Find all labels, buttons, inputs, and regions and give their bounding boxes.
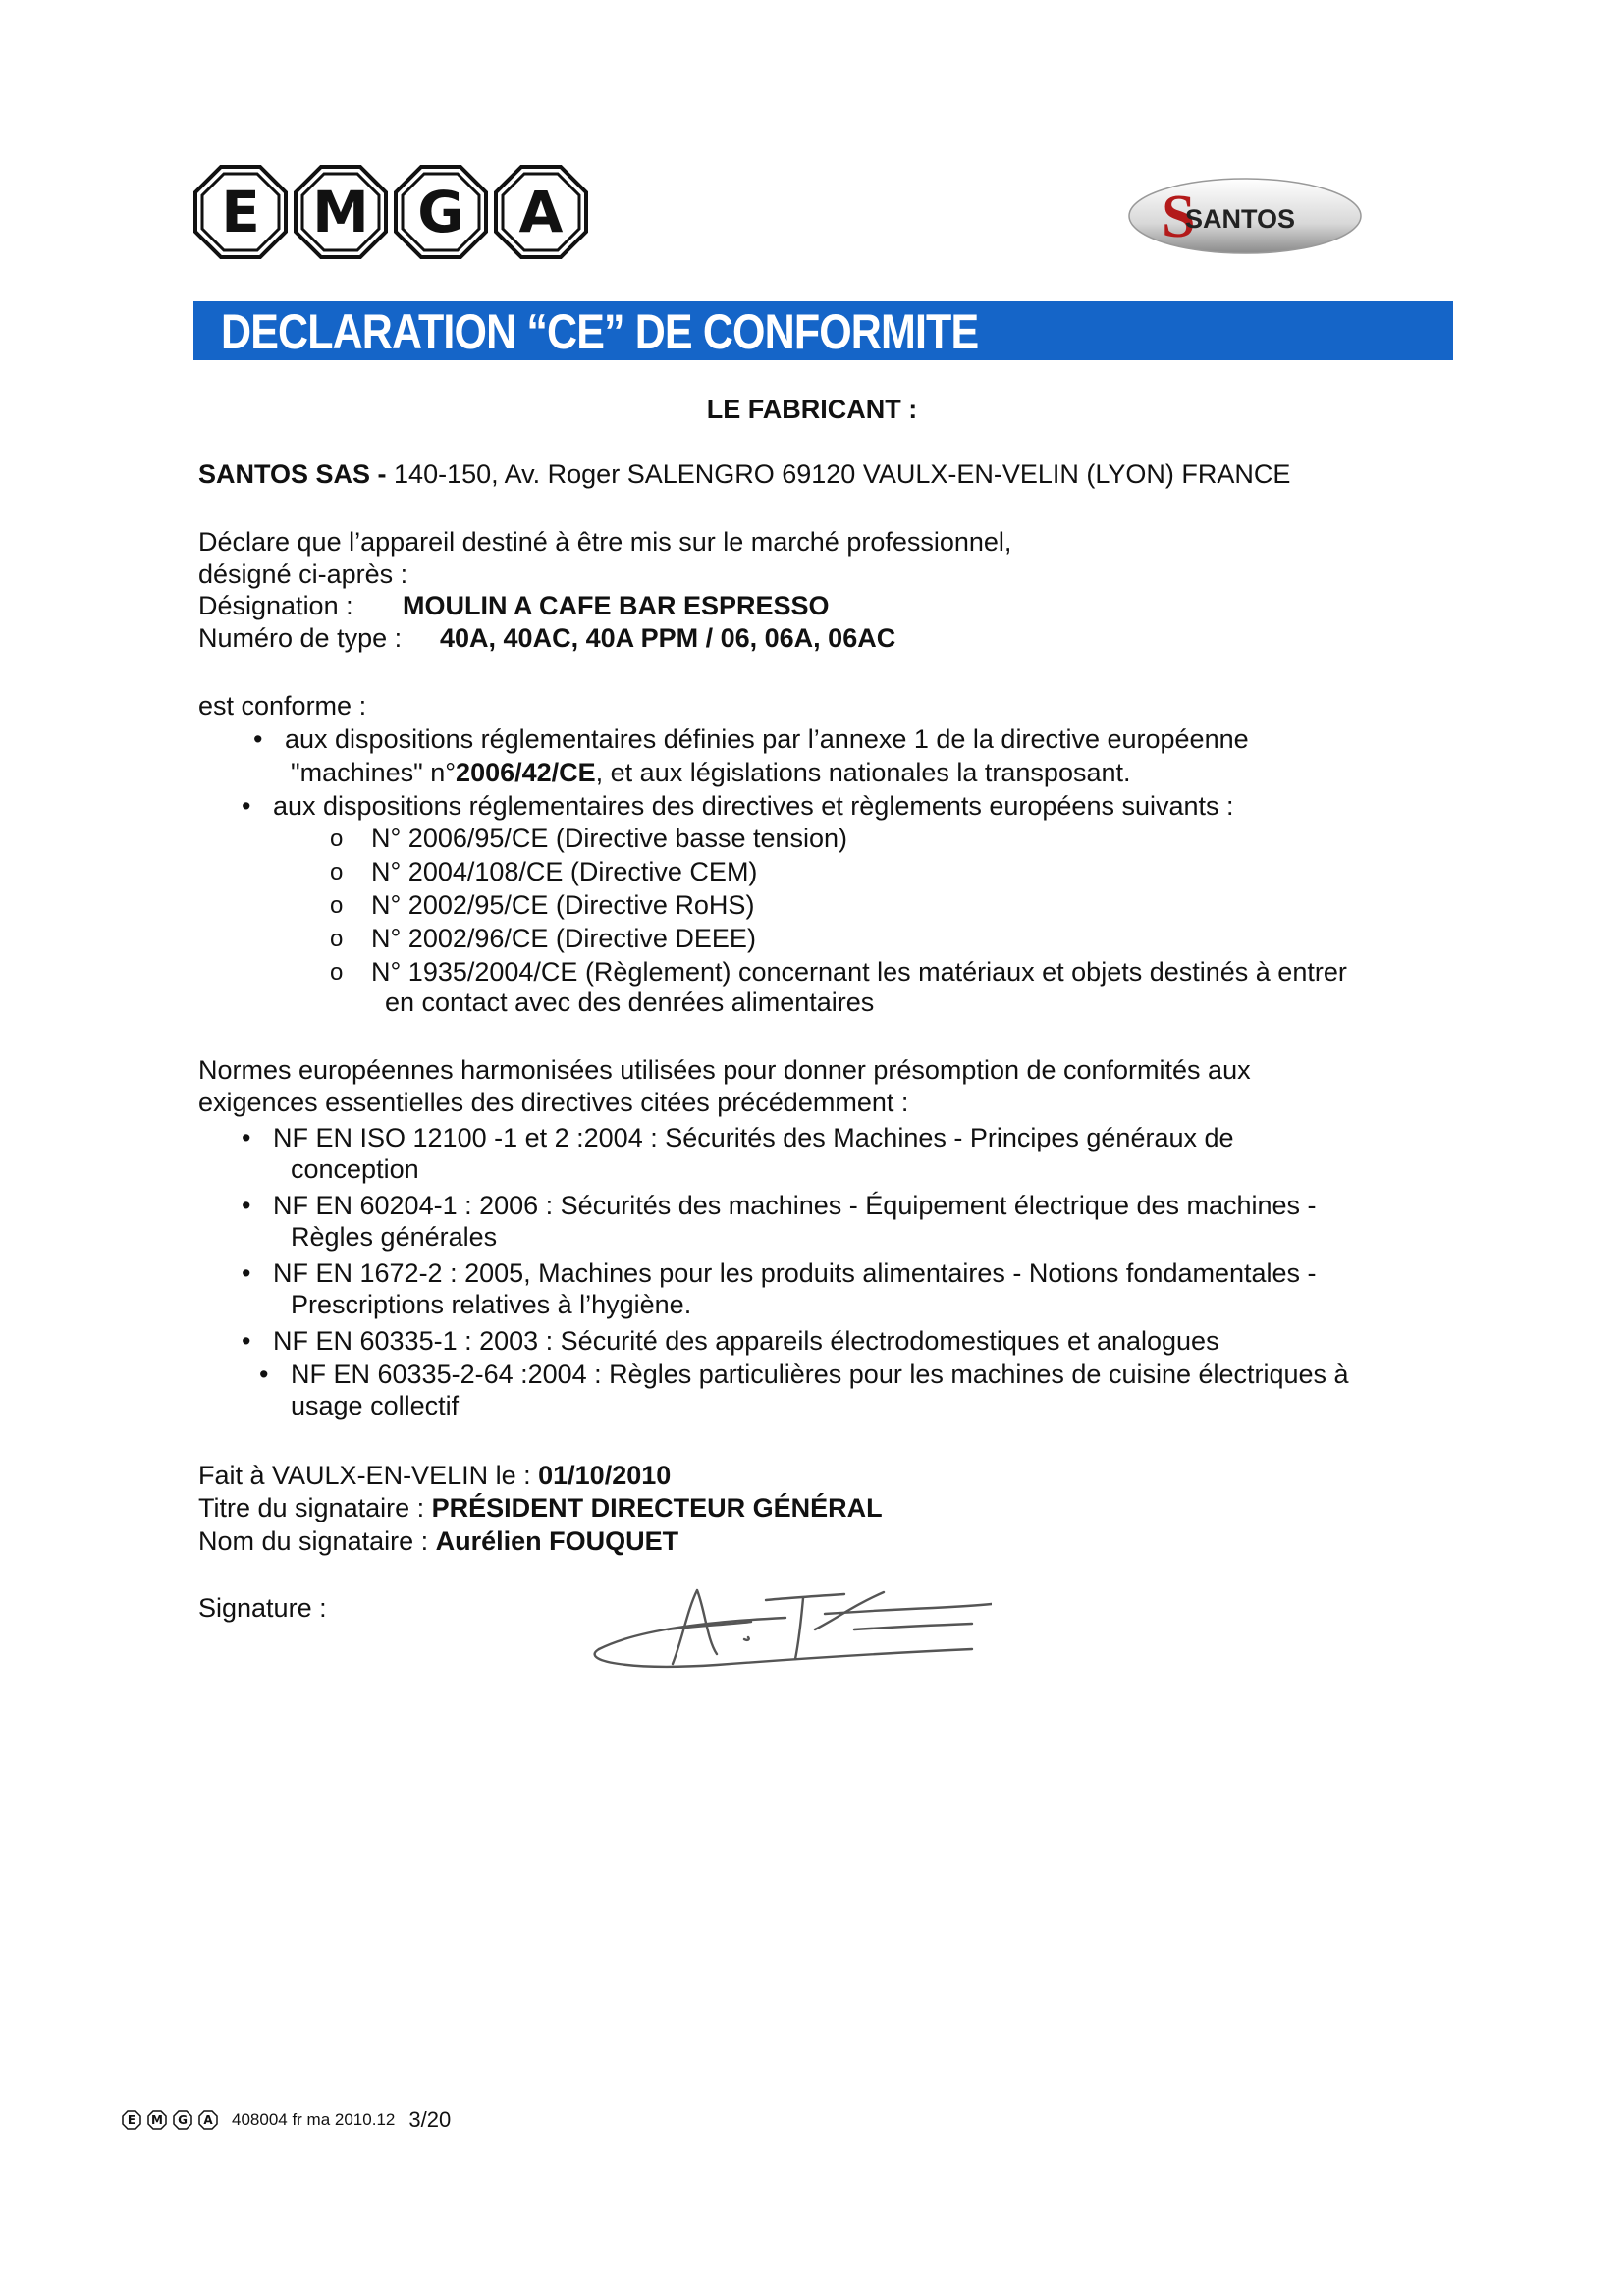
designation-label: Désignation : (198, 591, 353, 620)
santos-logo: S SANTOS (1122, 169, 1368, 261)
signing-place-line: Fait à VAULX-EN-VELIN le : 01/10/2010 (198, 1461, 672, 1490)
emga-letter-a: A (494, 165, 588, 259)
signing-title-line: Titre du signataire : PRÉSIDENT DIRECTEUR GÉNÉRAL (198, 1493, 883, 1522)
designation-value: MOULIN A CAFE BAR ESPRESSO (403, 591, 830, 620)
footer-reference: 408004 fr ma 2010.12 (232, 2110, 396, 2129)
norm-item-cont: usage collectif (291, 1391, 460, 1420)
signing-name-line: Nom du signataire : Aurélien FOUQUET (198, 1526, 679, 1556)
page-footer (122, 2108, 451, 2133)
conformity-bullet-1: • aux dispositions réglementaires définies par l’annexe 1 de la directive européenne (285, 723, 1249, 756)
directive-item: o N° 2002/96/CE (Directive DEEE) (330, 924, 756, 953)
directive-item: o N° 2002/95/CE (Directive RoHS) (330, 890, 755, 920)
emga-letter-e: E (193, 165, 288, 259)
directive-item: o N° 2006/95/CE (Directive basse tension) (330, 824, 848, 853)
signing-name: Aurélien FOUQUET (435, 1526, 679, 1556)
manufacturer-address: 140-150, Av. Roger SALENGRO 69120 VAULX-EN-VELIN (LYON) FRANCE (386, 459, 1291, 489)
norm-item: • NF EN 1672-2 : 2005, Machines pour les produits alimentaires - Notions fondamentales - (273, 1257, 1317, 1290)
norm-item: • NF EN 60335-1 : 2003 : Sécurité des appareils électrodomestiques et analogues (273, 1325, 1219, 1358)
directive-item: o N° 1935/2004/CE (Règlement) concernant les matériaux et objets destinés à entrer (330, 957, 1347, 987)
signature-label: Signature : (198, 1593, 327, 1623)
footer-logo-a: A (198, 2110, 218, 2130)
footer-logo-g: G (173, 2110, 192, 2130)
norm-item-cont: Règles générales (291, 1222, 498, 1252)
norm-item-cont: conception (291, 1154, 419, 1184)
emga-letter-m: M (294, 165, 388, 259)
signing-title: PRÉSIDENT DIRECTEUR GÉNÉRAL (431, 1493, 883, 1522)
conformity-bullet-1-cont: "machines" n°2006/42/CE, et aux législations nationales la transposant. (291, 758, 1131, 787)
manufacturer-name: SANTOS SAS - (198, 459, 387, 489)
title-banner (193, 301, 1453, 360)
emga-logo (193, 165, 588, 259)
directive-item: o N° 2004/108/CE (Directive CEM) (330, 857, 758, 886)
conformity-bullet-2: • aux dispositions réglementaires des directives et règlements européens suivants : (273, 790, 1234, 823)
directive-item-cont: en contact avec des denrées alimentaires (385, 988, 875, 1017)
declaration-line1: Déclare que l’appareil destiné à être mis sur le marché professionnel, (198, 527, 1012, 557)
norms-intro-1: Normes européennes harmonisées utilisées pour donner présomption de conformités aux (198, 1055, 1251, 1085)
page-number: 3/20 (408, 2108, 452, 2132)
signing-date: 01/10/2010 (538, 1461, 672, 1490)
norms-intro-2: exigences essentielles des directives citées précédemment : (198, 1088, 909, 1117)
emga-letter-g: G (394, 165, 488, 259)
footer-logo-m: M (147, 2110, 167, 2130)
conformity-intro: est conforme : (198, 691, 367, 721)
type-value: 40A, 40AC, 40A PPM / 06, 06A, 06AC (440, 623, 896, 653)
footer-logo-e: E (122, 2110, 141, 2130)
norm-item-cont: Prescriptions relatives à l’hygiène. (291, 1290, 692, 1319)
declaration-line2: désigné ci-après : (198, 560, 408, 589)
norm-item: • NF EN 60204-1 : 2006 : Sécurités des machines - Équipement électrique des machines - (273, 1190, 1317, 1222)
manufacturer-line (198, 458, 1290, 491)
type-label: Numéro de type : (198, 623, 403, 653)
norm-item: • NF EN ISO 12100 -1 et 2 :2004 : Sécurités des Machines - Principes généraux de (273, 1122, 1234, 1154)
section-heading: LE FABRICANT : (706, 395, 918, 424)
signature-image (560, 1571, 992, 1679)
norm-item: • NF EN 60335-2-64 :2004 : Règles particulières pour les machines de cuisine électriques à (291, 1359, 1349, 1391)
page-title: DECLARATION “CE” DE CONFORMITE (221, 304, 979, 359)
